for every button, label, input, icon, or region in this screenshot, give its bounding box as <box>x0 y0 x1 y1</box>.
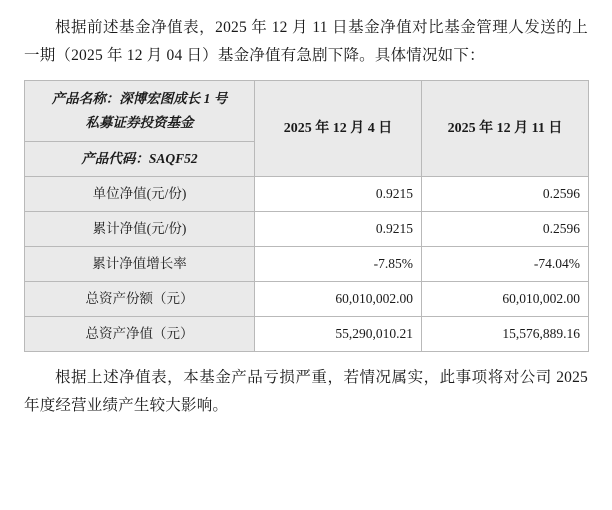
row-label-growth-rate: 累计净值增长率 <box>25 247 255 282</box>
row-value-total-net-assets-2: 15,576,889.16 <box>422 317 589 352</box>
row-value-total-shares-2: 60,010,002.00 <box>422 282 589 317</box>
row-label-total-net-assets: 总资产净值（元） <box>25 317 255 352</box>
row-label-total-shares: 总资产份额（元） <box>25 282 255 317</box>
product-name-label: 产品名称： <box>51 91 120 106</box>
product-code-label: 产品代码： <box>81 151 149 166</box>
product-name-cell <box>25 81 255 142</box>
table-header-row <box>25 81 589 142</box>
row-value-cumulative-nav-1: 0.9215 <box>255 212 422 247</box>
column-header-date-1: 2025 年 12 月 4 日 <box>255 81 422 177</box>
row-value-cumulative-nav-2: 0.2596 <box>422 212 589 247</box>
product-code-cell <box>25 142 255 177</box>
table-row <box>25 212 589 247</box>
column-header-date-2: 2025 年 12 月 11 日 <box>422 81 589 177</box>
row-value-total-shares-1: 60,010,002.00 <box>255 282 422 317</box>
product-name-value: 深博宏图成长 1 号 <box>119 91 228 106</box>
table-row <box>25 282 589 317</box>
table-row <box>25 247 589 282</box>
row-value-unit-nav-1: 0.9215 <box>255 177 422 212</box>
fund-nav-table <box>24 80 589 352</box>
table-row <box>25 317 589 352</box>
outro-paragraph: 根据上述净值表，本基金产品亏损严重，若情况属实，此事项将对公司 2025 年度经营业绩产生较大影响。 <box>24 369 588 414</box>
row-label-cumulative-nav: 累计净值(元/份) <box>25 212 255 247</box>
row-value-growth-rate-1: -7.85% <box>255 247 422 282</box>
product-name-line1 <box>33 87 246 111</box>
intro-paragraph: 根据前述基金净值表，2025 年 12 月 11 日基金净值对比基金管理人发送的上一期（2025 年 12 月 04 日）基金净值有急剧下降。具体情况如下： <box>24 19 588 64</box>
row-label-unit-nav: 单位净值(元/份) <box>25 177 255 212</box>
row-value-unit-nav-2: 0.2596 <box>422 177 589 212</box>
row-value-growth-rate-2: -74.04% <box>422 247 589 282</box>
row-value-total-net-assets-1: 55,290,010.21 <box>255 317 422 352</box>
product-name-line2: 私募证券投资基金 <box>85 115 194 130</box>
table-row <box>25 177 589 212</box>
product-code-value: SAQF52 <box>148 151 198 166</box>
